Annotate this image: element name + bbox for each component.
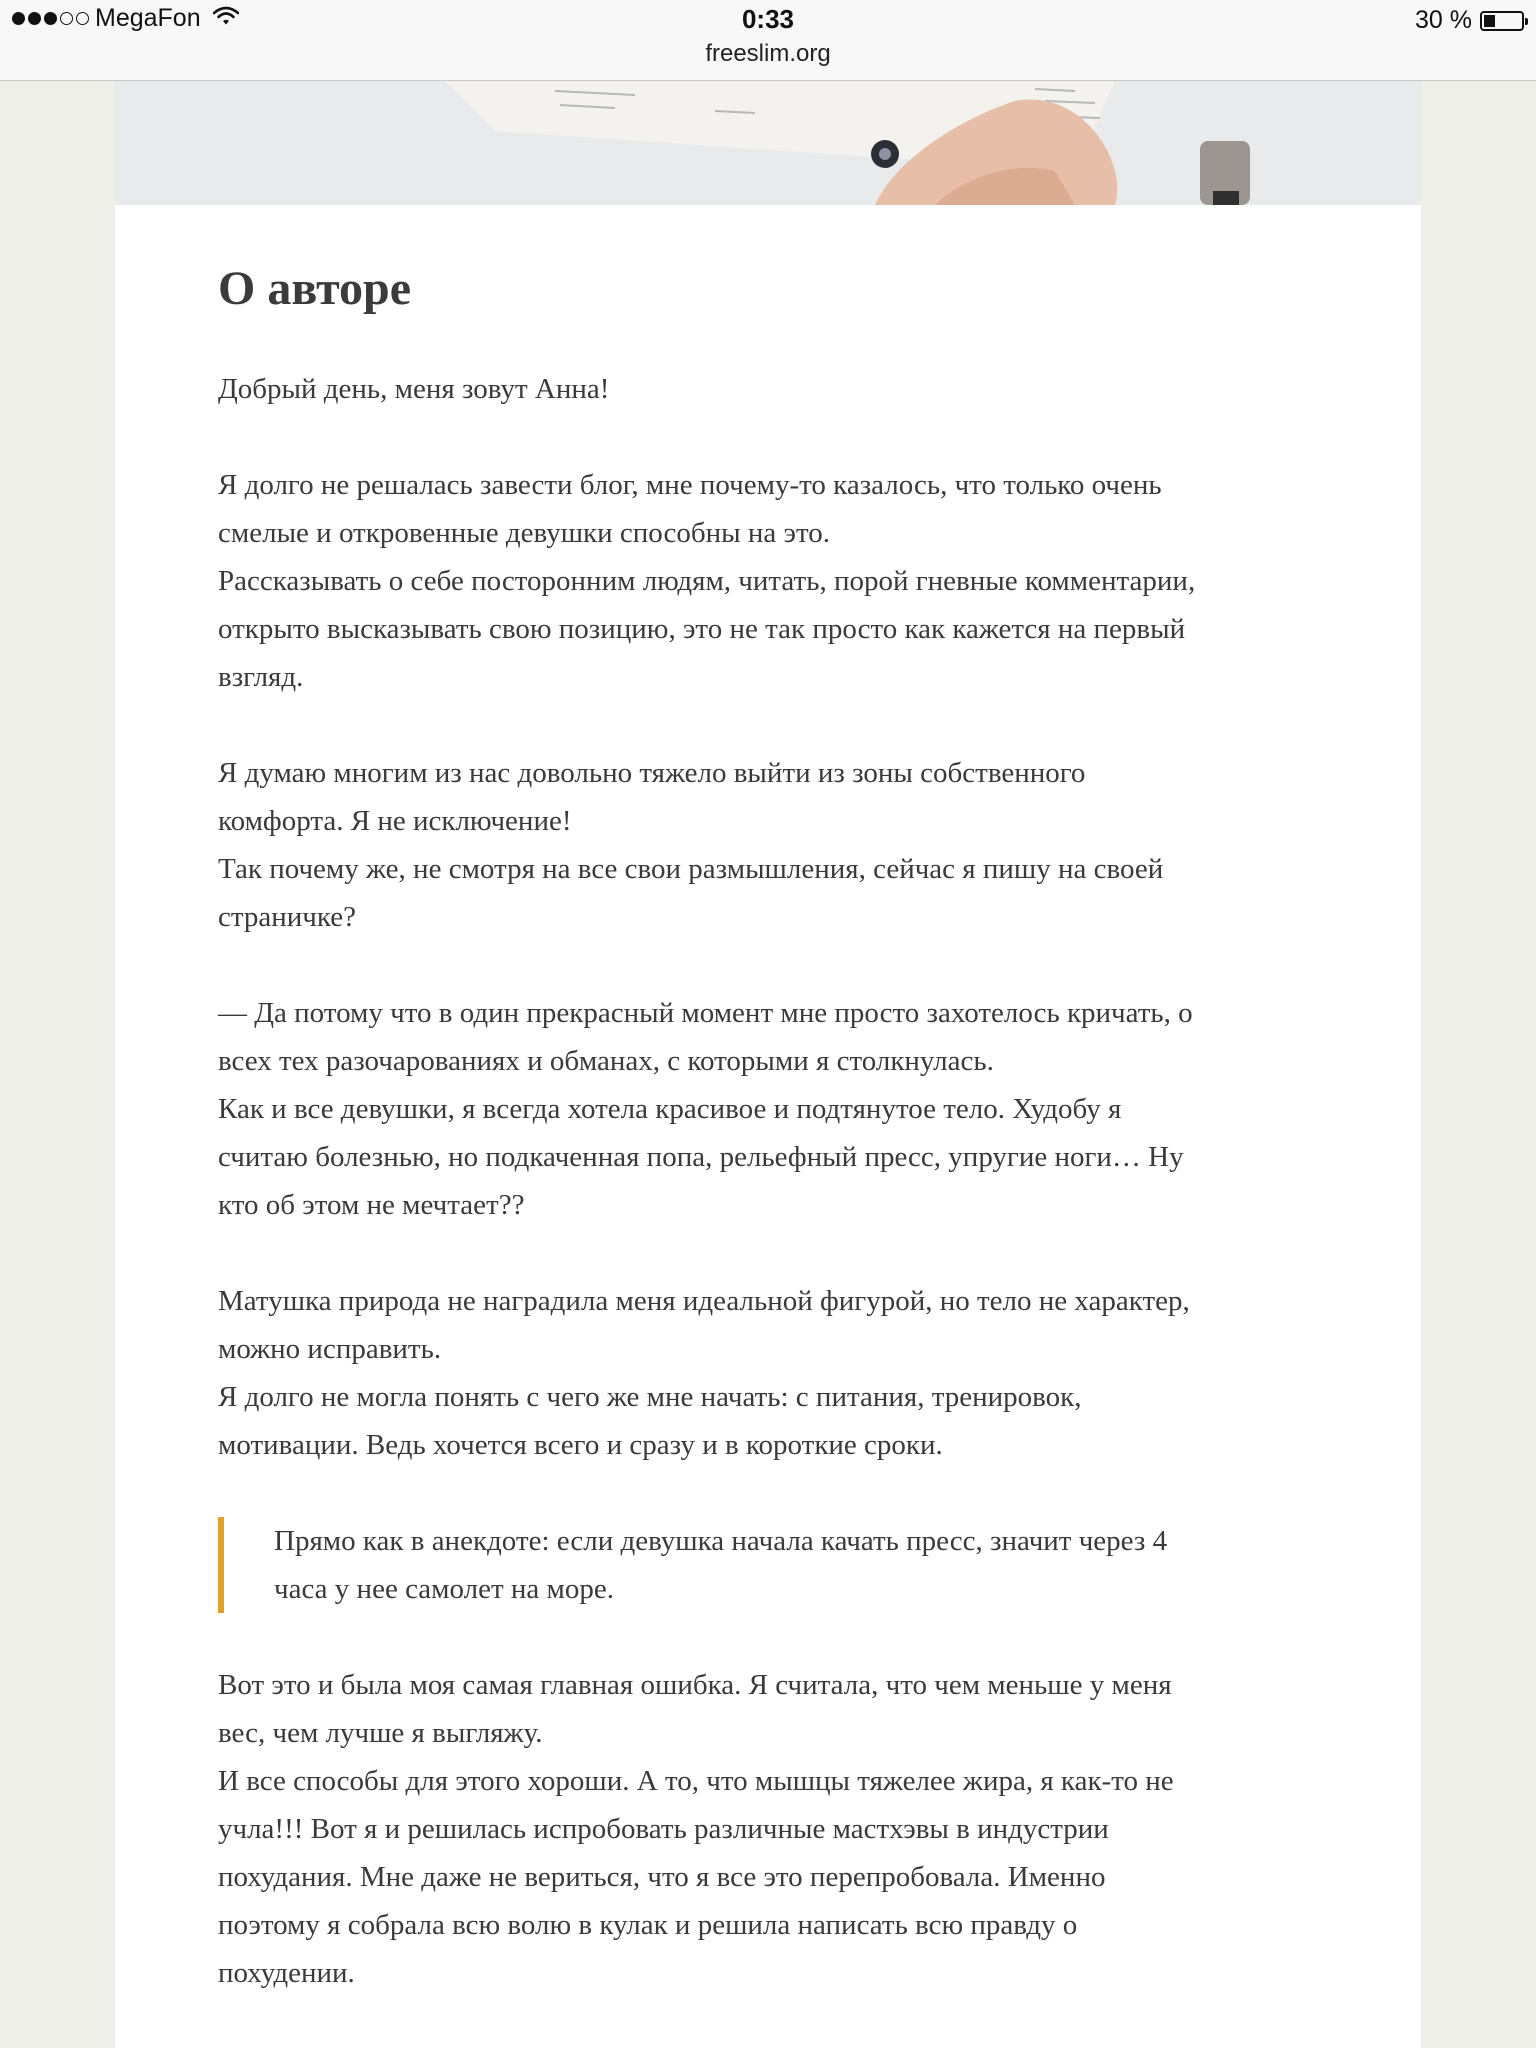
text-line: комфорта. Я не исключение!	[218, 805, 572, 837]
battery-percent: 30 %	[1415, 6, 1472, 34]
paragraph-blog-doubts	[218, 461, 1318, 701]
paragraph-comfort-zone	[218, 749, 1318, 941]
blockquote	[218, 1517, 1318, 1613]
paragraph-beginning	[218, 1277, 1318, 1469]
article-page	[115, 81, 1421, 2048]
hero-image	[115, 81, 1421, 205]
battery-group	[1415, 6, 1524, 35]
text-line: Рассказывать о себе посторонним людям, читать, порой гневные комментарии,	[218, 565, 1196, 597]
text-line: похудении.	[218, 1957, 355, 1989]
battery-fill	[1484, 15, 1495, 27]
address-bar-url[interactable]: freeslim.org	[705, 40, 831, 67]
status-time: 0:33	[741, 4, 795, 34]
text-line: страничке?	[218, 901, 357, 933]
text-line: мотивации. Ведь хочется всего и сразу и в короткие сроки.	[218, 1429, 943, 1461]
text-line: считаю болезнью, но подкаченная попа, рельефный пресс, упругие ноги… Ну	[218, 1141, 1184, 1173]
battery-icon	[1480, 11, 1524, 31]
paragraph-greeting	[218, 365, 1318, 413]
text-line: Вот это и была моя самая главная ошибка. Я считала, что чем меньше у меня	[218, 1669, 1172, 1701]
text-line: И все способы для этого хороши. А то, что мышцы тяжелее жира, я как-то не	[218, 1765, 1174, 1797]
text-line: Я долго не решалась завести блог, мне почему-то казалось, что только очень	[218, 469, 1162, 501]
status-bar	[0, 0, 1536, 81]
text-line: вес, чем лучше я выгляжу.	[218, 1717, 543, 1749]
text-line: Матушка природа не наградила меня идеальной фигурой, но тело не характер,	[218, 1285, 1190, 1317]
text-line: поэтому я собрала всю волю в кулак и решила написать всю правду о	[218, 1909, 1078, 1941]
paragraph-mistake	[218, 1661, 1318, 1997]
text-line: Добрый день, меня зовут Анна!	[218, 373, 610, 405]
text-line: учла!!! Вот я и решилась испробовать различные мастхэвы в индустрии	[218, 1813, 1109, 1845]
text-line: Так почему же, не смотря на все свои размышления, сейчас я пишу на своей	[218, 853, 1164, 885]
page-title: О авторе	[218, 262, 412, 315]
text-line: смелые и откровенные девушки способны на это.	[218, 517, 831, 549]
text-line: Я долго не могла понять с чего же мне начать: с питания, тренировок,	[218, 1381, 1082, 1413]
text-line: похудания. Мне даже не вериться, что я все это перепробовала. Именно	[218, 1861, 1106, 1893]
paragraph-motivation	[218, 989, 1318, 1229]
text-line: можно исправить.	[218, 1333, 442, 1365]
article-content	[218, 259, 1318, 2045]
text-line: Как и все девушки, я всегда хотела красивое и подтянутое тело. Худобу я	[218, 1093, 1122, 1125]
text-line: — Да потому что в один прекрасный момент мне просто захотелось кричать, о	[218, 997, 1193, 1029]
text-line: открыто высказывать свою позицию, это не так просто как кажется на первый	[218, 613, 1186, 645]
text-line: кто об этом не мечтает??	[218, 1189, 525, 1221]
quote-line: часа у нее самолет на море.	[274, 1573, 615, 1605]
text-line: всех тех разочарованиях и обманах, с которыми я столкнулась.	[218, 1045, 994, 1077]
quote-line: Прямо как в анекдоте: если девушка начала качать пресс, значит через 4	[274, 1525, 1168, 1557]
text-line: Я думаю многим из нас довольно тяжело выйти из зоны собственного	[218, 757, 1086, 789]
carrier-name: MegaFon	[95, 4, 201, 32]
text-line: взгляд.	[218, 661, 304, 693]
